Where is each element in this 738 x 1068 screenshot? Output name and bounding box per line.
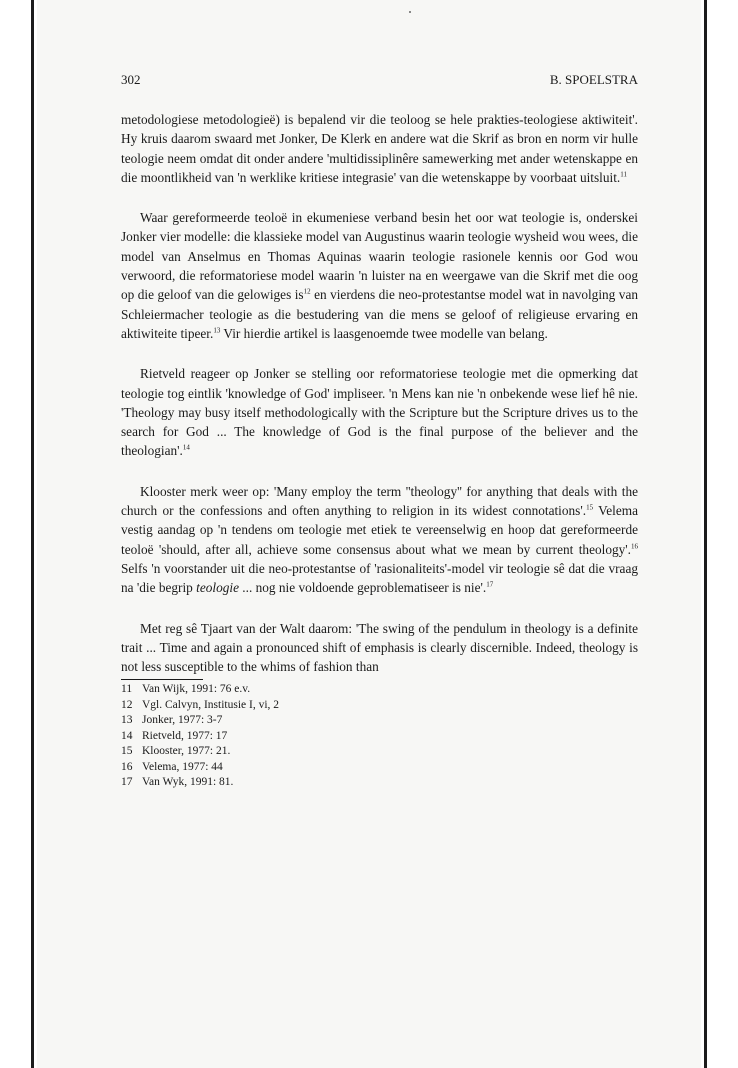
footnote-ref-14[interactable]: 14 xyxy=(182,444,190,453)
footnote-text: Rietveld, 1977: 17 xyxy=(142,729,228,742)
footnote-text: Klooster, 1977: 21. xyxy=(142,745,231,758)
paragraph-1 xyxy=(121,110,638,187)
paragraph-4-text-b: Velema vestig aandag op 'n tendens om teologie met etiek te vereenselwig en hoop dat gereformeerde teoloë 'should, after all, achieve some consensus about what we mean by current theology'. xyxy=(121,503,638,557)
paragraph-4-text-c: Selfs 'n voorstander uit die neo-protestantse of 'rasionaliteits'-model vir teologie sê dat die vraag na 'die begrip xyxy=(121,560,638,596)
footnote-ref-11[interactable]: 11 xyxy=(620,170,627,179)
footnote-ref-16[interactable]: 16 xyxy=(631,542,638,551)
footnote-number: 12 xyxy=(121,698,133,711)
footnote-text: Vgl. Calvyn, Institusie I, vi, 2 xyxy=(142,698,280,711)
footnote-ref-12[interactable]: 12 xyxy=(303,287,311,296)
footnotes xyxy=(121,682,638,791)
footnote-number: 16 xyxy=(121,760,133,773)
scan-speck xyxy=(409,11,411,13)
footnote-16 xyxy=(121,760,638,776)
paragraph-2-text-a: Waar gereformeerde teoloë in ekumeniese verband besin het oor wat teologie is, onderskei Jonker vier modelle: die klassieke model van Augustinus waarin teologie wysheid wou wees, die model van Anselmus en Thomas Aquinas waarin teologie rasionele kennis oor God wou verwoord, die reformatoriese model waarin 'n luister na en weergawe van die Skrif met die oog op die geloof van die gelowiges is xyxy=(121,210,638,303)
paragraph-5 xyxy=(121,619,638,677)
paragraph-4-text-a: Klooster merk weer op: 'Many employ the term ''theology'' for anything that deals with the church or the confessions and often anything to religion in its widest connotations'. xyxy=(121,483,638,519)
footnote-17 xyxy=(121,775,638,791)
footnote-number: 11 xyxy=(121,683,133,696)
paragraph-2-text-b: en vierdens die neo-protestantse model wat in navolging van Schleiermacher teologie as die bestudering van die mens se geloof of religieuse ervaring en aktiwiteite tipeer. xyxy=(121,287,638,341)
running-author: B. SPOELSTRA xyxy=(549,72,638,87)
footnote-text: Velema, 1977: 44 xyxy=(142,760,223,773)
footnote-14 xyxy=(121,729,638,745)
footnote-rule xyxy=(121,679,203,680)
footnote-13 xyxy=(121,713,638,729)
footnote-number: 14 xyxy=(121,729,133,742)
paragraph-2-text-c: Vir hierdie artikel is laasgenoemde twee modelle van belang. xyxy=(220,325,548,341)
footnote-15 xyxy=(121,744,638,760)
footnote-ref-17[interactable]: 17 xyxy=(486,580,494,589)
scan-border-right xyxy=(704,0,738,1068)
paragraph-2 xyxy=(121,208,638,343)
paragraph-3 xyxy=(121,364,638,460)
footnote-ref-13[interactable]: 13 xyxy=(213,326,221,335)
footnote-12 xyxy=(121,698,638,714)
page-content xyxy=(121,72,638,791)
page-number: 302 xyxy=(121,72,141,87)
paragraph-1-text: metodologiese metodologieë) is bepalend vir die teoloog se hele prakties-teologiese aktiwiteit'. Hy kruis daarom swaard met Jonker, De Klerk en andere wat die Skrif as bron en norm vir hulle teologie neem omdat dit onder andere 'multidissiplinêre samewerking met ander wetenskappe en die moontlikheid van 'n werklike kritiese integrasie' van die wetenskappe by voorbaat uitsluit. xyxy=(121,112,638,185)
footnote-number: 13 xyxy=(121,714,133,727)
paragraph-5-text: Met reg sê Tjaart van der Walt daarom: 'The swing of the pendulum in theology is a definite trait ... Time and again a pronounced shift of emphasis is clearly discernible. Indeed, theology is not less susceptible to the whims of fashion than xyxy=(121,620,638,675)
footnote-number: 15 xyxy=(121,745,133,758)
footnote-ref-15[interactable]: 15 xyxy=(586,503,594,512)
paragraph-4 xyxy=(121,482,638,598)
footnote-text: Van Wyk, 1991: 81. xyxy=(142,776,234,789)
paragraph-3-text: Rietveld reageer op Jonker se stelling oor reformatoriese teologie met die opmerking dat teologie tog eintlik 'knowledge of God' impliseer. 'n Mens kan nie 'n onbekende wese lief hê nie. 'Theology may busy itself methodologically with the Scripture but the Scripture drives us to the search for God ... The knowledge of God is the final purpose of the believer and the theologian'. xyxy=(121,366,638,459)
footnote-text: Van Wijk, 1991: 76 e.v. xyxy=(142,683,251,696)
footnote-11 xyxy=(121,682,638,698)
footnote-text: Jonker, 1977: 3-7 xyxy=(142,714,223,727)
paragraph-4-text-d: ... nog nie voldoende geproblematiseer is nie'. xyxy=(238,580,487,596)
running-header xyxy=(121,72,638,92)
footnote-number: 17 xyxy=(121,776,133,789)
paragraph-4-italic-term: teologie xyxy=(196,580,239,596)
scan-border-left xyxy=(0,0,34,1068)
